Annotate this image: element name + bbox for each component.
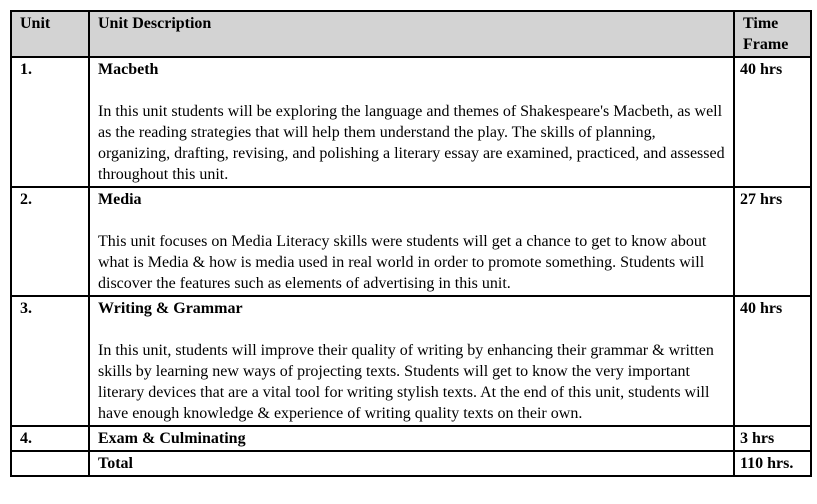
unit-number: 3. xyxy=(11,296,89,426)
time-frame-value: 40 hrs xyxy=(734,57,811,187)
unit-paragraph: This unit focuses on Media Literacy skills were students will get a chance to get to know about what is Media & how is media used in real world in order to promote something. Students will discover the features such as elements of advertising in this unit. xyxy=(98,233,707,292)
unit-description-cell xyxy=(89,451,734,476)
time-frame-value: 40 hrs xyxy=(734,296,811,426)
table-row-media xyxy=(11,187,811,296)
unit-number: 2. xyxy=(11,187,89,296)
unit-description-cell xyxy=(89,426,734,451)
unit-title: Media xyxy=(98,191,142,208)
unit-title: Exam & Culminating xyxy=(98,430,246,447)
unit-number: 1. xyxy=(11,57,89,187)
table-row-exam-culminating xyxy=(11,426,811,451)
unit-number: 4. xyxy=(11,426,89,451)
header-unit-description: Unit Description xyxy=(89,11,734,57)
table-row-total xyxy=(11,451,811,476)
unit-title: Macbeth xyxy=(98,61,159,78)
time-frame-value: 27 hrs xyxy=(734,187,811,296)
course-units-table xyxy=(10,10,812,477)
table-row-macbeth xyxy=(11,57,811,187)
unit-number xyxy=(11,451,89,476)
table-row-writing-grammar xyxy=(11,296,811,426)
unit-description-cell xyxy=(89,296,734,426)
header-time-frame: Time Frame xyxy=(734,11,811,57)
total-hours-value: 110 hrs. xyxy=(734,451,811,476)
unit-title: Writing & Grammar xyxy=(98,300,243,317)
header-unit: Unit xyxy=(11,11,89,57)
unit-description-cell xyxy=(89,187,734,296)
time-frame-value: 3 hrs xyxy=(734,426,811,451)
table-header-row xyxy=(11,11,811,57)
unit-description-cell xyxy=(89,57,734,187)
unit-paragraph: In this unit students will be exploring the language and themes of Shakespeare's Macbeth, as well as the reading strategies that will help them understand the play. The skills of planning, organizing, drafting, revising, and polishing a literary essay are examined, practiced, and assessed throughout this unit. xyxy=(98,103,725,183)
total-label: Total xyxy=(98,455,133,472)
unit-paragraph: In this unit, students will improve their quality of writing by enhancing their grammar & written skills by learning new ways of projecting texts. Students will get to know the very important literary devices that are a vital tool for writing stylish texts. At the end of this unit, students will have enough knowledge & experience of writing quality texts on their own. xyxy=(98,342,714,422)
